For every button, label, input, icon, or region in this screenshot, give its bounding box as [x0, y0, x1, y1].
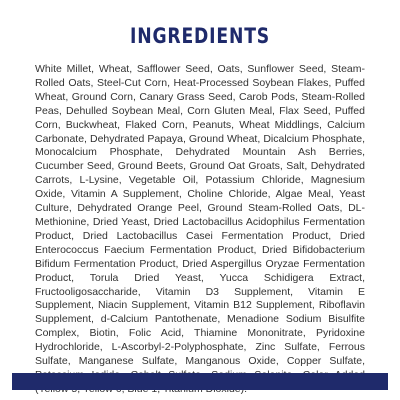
- footer-color-band: [12, 373, 388, 390]
- ingredients-list-text: White Millet, Wheat, Safflower Seed, Oats, Sunflower Seed, Steam-Rolled Oats, Steel-Cut Corn, Heat-Processed Soybean Flakes, Puffed Wheat, Ground Corn, Canary Grass Seed, Carob Pods, Steam-Rolled Peas, Dehulled Soybean Meal, Corn Gluten Meal, Flax Seed, Puffed Corn, Buckwheat, Flaked Corn, Peanuts, Wheat Middlings, Calcium Carbonate, Dehydrated Papaya, Ground Wheat, Dicalcium Phosphate, Monocalcium Phosphate, Dehydrated Mountain Ash Berries, Cucumber Seed, Ground Beets, Ground Oat Groats, Salt, Dehydrated Carrots, L-Lysine, Vegetable Oil, Potassium Chloride, Magnesium Oxide, Vitamin A Supplement, Choline Chloride, Algae Meal, Yeast Culture, Dehydrated Orange Peel, Ground Steam-Rolled Oats, DL-Methionine, Dried Yeast, Dried Lactobacillus Acidophilus Fermentation Product, Dried Lactobacillus Casei Fermentation Product, Dried Enterococcus Faecium Fermentation Product, Dried Bifidobacterium Bifidum Fermentation Product, Dried Aspergillus Oryzae Fermentation Product, Torula Dried Yeast, Yucca Schidigera Extract, Fructooligosaccharide, Vitamin D3 Supplement, Vitamin E Supplement, Niacin Supplement, Vitamin B12 Supplement, Riboflavin Supplement, d-Calcium Pantothenate, Menadione Sodium Bisulfite Complex, Biotin, Folic Acid, Thiamine Mononitrate, Pyridoxine Hydrochloride, L-Ascorbyl-2-Polyphosphate, Zinc Sulfate, Ferrous Sulfate, Manganese Sulfate, Manganous Oxide, Copper Sulfate,: [35, 63, 365, 368]
- ingredients-heading: INGREDIENTS: [129, 24, 271, 48]
